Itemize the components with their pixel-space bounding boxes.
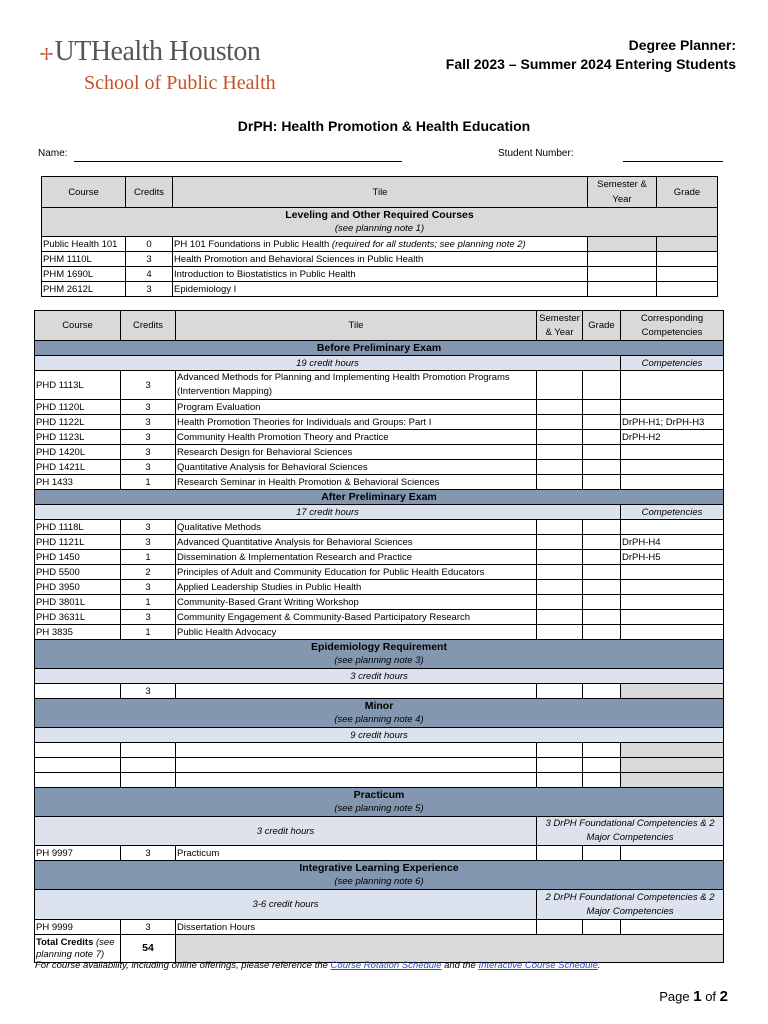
- epi-section: [35, 640, 724, 669]
- grade-cell[interactable]: [583, 430, 621, 445]
- col-course: Course: [42, 177, 126, 208]
- course-code: PHD 1122L: [35, 415, 121, 430]
- table-row: [35, 445, 724, 460]
- competency: [621, 520, 724, 535]
- course-code: PH 9997: [35, 846, 121, 861]
- competency: DrPH-H5: [621, 550, 724, 565]
- credits-cell[interactable]: [121, 743, 176, 758]
- minor-title: Minor: [364, 700, 394, 712]
- course-code: PHD 1121L: [35, 535, 121, 550]
- col-title: Tile: [173, 177, 588, 208]
- course-code: PHD 1421L: [35, 460, 121, 475]
- competency: [621, 580, 724, 595]
- semester-cell[interactable]: [537, 595, 583, 610]
- grade-cell[interactable]: [583, 920, 621, 935]
- title-cell[interactable]: [176, 773, 537, 788]
- grade-cell[interactable]: [583, 415, 621, 430]
- grade-cell[interactable]: [583, 846, 621, 861]
- course-code: PHD 3801L: [35, 595, 121, 610]
- page-number: Page 1 of 2: [659, 988, 728, 1005]
- uthealth-logo-icon: ⧾: [40, 36, 53, 66]
- semester-cell[interactable]: [537, 400, 583, 415]
- before-hours: 19 credit hours: [35, 356, 621, 371]
- before-competencies-label: Competencies: [621, 356, 724, 371]
- ile-note: (see planning note 6): [334, 876, 424, 887]
- course-title: Quantitative Analysis for Behavioral Sciences: [176, 460, 537, 475]
- epi-title: Epidemiology Requirement: [311, 641, 447, 653]
- semester-cell[interactable]: [588, 282, 657, 297]
- competency: DrPH-H4: [621, 535, 724, 550]
- grade-cell[interactable]: [583, 400, 621, 415]
- grade-cell[interactable]: [583, 610, 621, 625]
- footnote-text: For course availability, including online offerings, please reference the: [35, 960, 328, 971]
- table-row: [35, 625, 724, 640]
- credits: 3: [126, 252, 173, 267]
- logo-text: UTHealth Houston: [54, 36, 261, 67]
- ile-section: [35, 861, 724, 890]
- table-row: [35, 565, 724, 580]
- col-competencies: Corresponding Competencies: [621, 311, 724, 341]
- competency: [621, 460, 724, 475]
- credits: 1: [121, 475, 176, 490]
- grade-cell[interactable]: [583, 550, 621, 565]
- practicum-title: Practicum: [353, 789, 405, 801]
- course-title: Research Seminar in Health Promotion & Behavioral Sciences: [176, 475, 537, 490]
- course-code: PHM 1110L: [42, 252, 126, 267]
- grade-cell[interactable]: [583, 743, 621, 758]
- competency-cell: [621, 743, 724, 758]
- semester-cell[interactable]: [537, 535, 583, 550]
- grade-cell[interactable]: [657, 252, 718, 267]
- credits: 3: [121, 580, 176, 595]
- practicum-hours: 3 credit hours: [35, 817, 537, 846]
- section-title: Leveling and Other Required Courses: [285, 209, 474, 221]
- col-title: Tile: [176, 311, 537, 341]
- minor-section: [35, 699, 724, 728]
- credits: 0: [126, 237, 173, 252]
- course-title: Health Promotion Theories for Individuals and Groups: Part I: [176, 415, 537, 430]
- semester-cell[interactable]: [537, 610, 583, 625]
- grade-cell[interactable]: [583, 535, 621, 550]
- name-field[interactable]: [74, 161, 402, 162]
- credits: 3: [121, 535, 176, 550]
- course-title: Program Evaluation: [176, 400, 537, 415]
- course-title: Research Design for Behavioral Sciences: [176, 445, 537, 460]
- ile-competencies: 2 DrPH Foundational Competencies & 2 Major Competencies: [537, 890, 724, 920]
- grade-cell[interactable]: [657, 267, 718, 282]
- competency: [621, 595, 724, 610]
- table-row: [42, 282, 718, 297]
- footnote: [35, 960, 600, 971]
- credits: 3: [121, 430, 176, 445]
- course-title: Public Health Advocacy: [176, 625, 537, 640]
- competency: [621, 625, 724, 640]
- course-title: Qualitative Methods: [176, 520, 537, 535]
- course-rotation-link[interactable]: Course Rotation Schedule: [330, 960, 442, 971]
- course-code: PHD 1450: [35, 550, 121, 565]
- course-code: PHD 1420L: [35, 445, 121, 460]
- credits: 3: [121, 445, 176, 460]
- semester-cell[interactable]: [537, 743, 583, 758]
- practicum-note: (see planning note 5): [334, 803, 424, 814]
- interactive-schedule-link[interactable]: Interactive Course Schedule: [478, 960, 598, 971]
- table-row: [35, 430, 724, 445]
- leveling-table: [41, 176, 718, 297]
- course-title: Dissertation Hours: [176, 920, 537, 935]
- credits: 3: [121, 371, 176, 400]
- credits: 3: [121, 846, 176, 861]
- semester-cell[interactable]: [537, 773, 583, 788]
- course-code: PHD 1120L: [35, 400, 121, 415]
- title-cell[interactable]: [176, 684, 537, 699]
- table-row: [35, 595, 724, 610]
- credits: 1: [121, 550, 176, 565]
- credits: 3: [126, 282, 173, 297]
- course-cell[interactable]: [35, 758, 121, 773]
- semester-cell[interactable]: [537, 565, 583, 580]
- course-code: PHD 3631L: [35, 610, 121, 625]
- section-note: (see planning note 1): [334, 223, 425, 234]
- before-exam-header: Before Preliminary Exam: [35, 341, 724, 356]
- planner-subtitle: Fall 2023 – Summer 2024 Entering Students: [445, 56, 736, 72]
- grade-cell[interactable]: [583, 773, 621, 788]
- course-title: Principles of Adult and Community Education for Public Health Educators: [176, 565, 537, 580]
- col-semester: Semester & Year: [588, 177, 657, 208]
- planner-heading: [446, 36, 736, 74]
- credits: 3: [121, 520, 176, 535]
- semester-cell[interactable]: [588, 252, 657, 267]
- total-filler: [176, 935, 724, 963]
- course-code: PHD 1118L: [35, 520, 121, 535]
- table-row: [35, 920, 724, 935]
- competency: [621, 400, 724, 415]
- total-credits: 54: [121, 935, 176, 963]
- course-title: Epidemiology I: [173, 282, 588, 297]
- competency-cell: [621, 684, 724, 699]
- epi-note: (see planning note 3): [334, 655, 424, 666]
- page-title: DrPH: Health Promotion & Health Education: [237, 118, 531, 134]
- competency-cell: [621, 920, 724, 935]
- competency: [621, 371, 724, 400]
- course-cell[interactable]: [35, 773, 121, 788]
- grade-cell[interactable]: [583, 580, 621, 595]
- after-exam-header: After Preliminary Exam: [35, 490, 724, 505]
- logo-subtext: School of Public Health: [84, 72, 276, 94]
- table-row: [35, 773, 724, 788]
- credits: 3: [121, 684, 176, 699]
- competency: DrPH-H1; DrPH-H3: [621, 415, 724, 430]
- grade-cell[interactable]: [583, 371, 621, 400]
- competency: [621, 475, 724, 490]
- table-row: [35, 520, 724, 535]
- table-row: [35, 475, 724, 490]
- after-hours: 17 credit hours: [35, 505, 621, 520]
- student-number-label: Student Number:: [498, 148, 574, 159]
- footnote-text: and the: [444, 960, 476, 971]
- footnote-text: .: [597, 960, 601, 971]
- competency-cell: [621, 773, 724, 788]
- course-code: PH 1433: [35, 475, 121, 490]
- course-code: PH 3835: [35, 625, 121, 640]
- competency-cell: [621, 758, 724, 773]
- ile-hours: 3-6 credit hours: [35, 890, 537, 920]
- course-cell[interactable]: [35, 743, 121, 758]
- credits: 3: [121, 920, 176, 935]
- practicum-competencies: 3 DrPH Foundational Competencies & 2 Major Competencies: [537, 817, 724, 846]
- epi-hours: 3 credit hours: [35, 669, 724, 684]
- course-title: Dissemination & Implementation Research and Practice: [176, 550, 537, 565]
- minor-hours: 9 credit hours: [35, 728, 724, 743]
- course-title: Practicum: [176, 846, 537, 861]
- credits: 3: [121, 400, 176, 415]
- name-label: Name:: [38, 148, 68, 159]
- table-row: [35, 580, 724, 595]
- semester-cell[interactable]: [537, 415, 583, 430]
- semester-cell[interactable]: [537, 758, 583, 773]
- course-code: PHM 1690L: [42, 267, 126, 282]
- practicum-section: [35, 788, 724, 817]
- credits: 1: [121, 625, 176, 640]
- course-code: PHD 3950: [35, 580, 121, 595]
- course-title: Introduction to Biostatistics in Public Health: [173, 267, 588, 282]
- col-grade: Grade: [657, 177, 718, 208]
- course-code: PHD 5500: [35, 565, 121, 580]
- course-code: PHD 1123L: [35, 430, 121, 445]
- course-title: Community Engagement & Community-Based Participatory Research: [176, 610, 537, 625]
- table-row: [35, 535, 724, 550]
- credits: 4: [126, 267, 173, 282]
- course-title: PH 101 Foundations in Public Health (required for all students; see planning note 2): [173, 237, 588, 252]
- semester-cell[interactable]: [537, 445, 583, 460]
- grade-cell[interactable]: [583, 684, 621, 699]
- col-course: Course: [35, 311, 121, 341]
- grade-cell[interactable]: [583, 445, 621, 460]
- table-row: [42, 237, 718, 252]
- grade-cell[interactable]: [583, 565, 621, 580]
- table-row: [35, 743, 724, 758]
- table-row: [35, 415, 724, 430]
- grade-cell[interactable]: [583, 460, 621, 475]
- course-code: PHM 2612L: [42, 282, 126, 297]
- credits: 2: [121, 565, 176, 580]
- credits-cell[interactable]: [121, 773, 176, 788]
- grade-cell[interactable]: [657, 282, 718, 297]
- credits: 3: [121, 460, 176, 475]
- semester-cell[interactable]: [537, 846, 583, 861]
- grade-cell[interactable]: [583, 595, 621, 610]
- semester-cell[interactable]: [537, 371, 583, 400]
- table-row: [35, 371, 724, 400]
- course-cell[interactable]: [35, 684, 121, 699]
- competency: [621, 445, 724, 460]
- table-row: [35, 400, 724, 415]
- course-title: Community Health Promotion Theory and Practice: [176, 430, 537, 445]
- total-row: [35, 935, 724, 963]
- course-title: Community-Based Grant Writing Workshop: [176, 595, 537, 610]
- col-semester: Semester & Year: [537, 311, 583, 341]
- table-row: [35, 758, 724, 773]
- course-title: Advanced Quantitative Analysis for Behavioral Sciences: [176, 535, 537, 550]
- table-row: [35, 550, 724, 565]
- leveling-section: [42, 208, 718, 237]
- logo: [40, 36, 300, 95]
- credits: 3: [121, 610, 176, 625]
- semester-cell[interactable]: [588, 237, 657, 252]
- semester-cell[interactable]: [537, 580, 583, 595]
- grade-cell[interactable]: [583, 625, 621, 640]
- competency-cell: [621, 846, 724, 861]
- competency: DrPH-H2: [621, 430, 724, 445]
- after-competencies-label: Competencies: [621, 505, 724, 520]
- degree-plan-table: [34, 310, 724, 963]
- semester-cell[interactable]: [537, 550, 583, 565]
- course-title: Health Promotion and Behavioral Sciences in Public Health: [173, 252, 588, 267]
- credits-cell[interactable]: [121, 758, 176, 773]
- table-row: [42, 252, 718, 267]
- competency: [621, 565, 724, 580]
- table-row: [42, 267, 718, 282]
- grade-cell[interactable]: [583, 520, 621, 535]
- planner-title: Degree Planner:: [628, 37, 736, 53]
- course-title: Applied Leadership Studies in Public Health: [176, 580, 537, 595]
- semester-cell[interactable]: [537, 475, 583, 490]
- table-row: [35, 846, 724, 861]
- semester-cell[interactable]: [537, 460, 583, 475]
- table-row: [35, 460, 724, 475]
- grade-cell[interactable]: [583, 758, 621, 773]
- credits: 3: [121, 415, 176, 430]
- table-row: [35, 684, 724, 699]
- title-cell[interactable]: [176, 758, 537, 773]
- grade-cell[interactable]: [583, 475, 621, 490]
- credits: 1: [121, 595, 176, 610]
- table-row: [35, 610, 724, 625]
- semester-cell[interactable]: [537, 684, 583, 699]
- title-cell[interactable]: [176, 743, 537, 758]
- semester-cell[interactable]: [537, 920, 583, 935]
- semester-cell[interactable]: [537, 625, 583, 640]
- minor-note: (see planning note 4): [334, 714, 424, 725]
- student-number-field[interactable]: [623, 161, 723, 162]
- col-credits: Credits: [126, 177, 173, 208]
- semester-cell[interactable]: [588, 267, 657, 282]
- course-code: Public Health 101: [42, 237, 126, 252]
- ile-title: Integrative Learning Experience: [299, 862, 459, 874]
- semester-cell[interactable]: [537, 520, 583, 535]
- grade-cell[interactable]: [657, 237, 718, 252]
- semester-cell[interactable]: [537, 430, 583, 445]
- course-code: PHD 1113L: [35, 371, 121, 400]
- total-label: Total Credits (see planning note 7): [35, 935, 121, 963]
- col-grade: Grade: [583, 311, 621, 341]
- course-code: PH 9999: [35, 920, 121, 935]
- course-title: Advanced Methods for Planning and Implementing Health Promotion Programs (Intervention Mapping): [176, 371, 537, 400]
- competency: [621, 610, 724, 625]
- col-credits: Credits: [121, 311, 176, 341]
